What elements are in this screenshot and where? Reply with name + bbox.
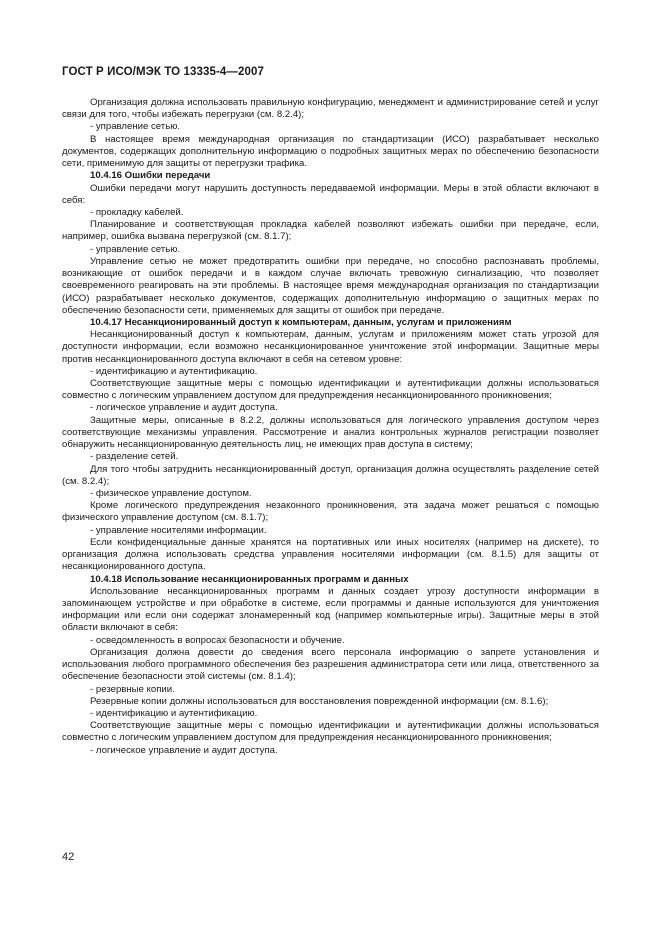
paragraph: Планирование и соответствующая прокладка кабелей позволяют избежать ошибки при передаче, если, например, ошибка вызвана перегрузкой (см. 8.1.7); xyxy=(62,219,599,243)
document-body xyxy=(62,97,599,757)
paragraph: Резервные копии должны использоваться для восстановления поврежденной информации (см. 8.1.6); xyxy=(90,695,549,707)
paragraph: - управление носителями информации. xyxy=(90,524,267,536)
paragraph: Если конфиденциальные данные хранятся на портативных или иных носителях (например на дискете), то организация должна использовать средства управления носителями информации (см. 8.1.5) для защиты от несанкционированного доступа. xyxy=(62,536,599,573)
paragraph: Организация должна довести до сведения всего персонала информацию о запрете установления и использования любого программного обеспечения без разрешения администратора сети или лица, ответственного за обеспечение безопасности этой системы (см. 8.1.4); xyxy=(62,646,599,683)
paragraph: - прокладку кабелей. xyxy=(90,206,184,218)
paragraph: Кроме логического предупреждения незаконного проникновения, эта задача может решаться с помощью физического управление доступом (см. 8.1.7); xyxy=(62,500,599,524)
paragraph: Соответствующие защитные меры с помощью идентификации и аутентификации должны использоваться совместно с логическим управлением доступом для предупреждения несанкционированного проникновения; xyxy=(62,378,599,402)
paragraph: - управление сетью. xyxy=(90,121,181,133)
paragraph: Организация должна использовать правильную конфигурацию, менеджмент и администрирование сетей и услуг связи для того, чтобы избежать перегрузки (см. 8.2.4); xyxy=(62,97,599,121)
paragraph: - физическое управление доступом. xyxy=(90,488,252,499)
paragraph: Использование несанкционированных программ и данных создает угрозу доступности информации в запоминающем устройстве и при обработке в системе, если программы и данные используются для уничтожения информации или если они содержат злонамеренный код (например компьютерные игры). Защитные меры в этой области включают в себя: xyxy=(62,585,599,634)
section-heading: 10.4.18 Использование несанкционированных программ и данных xyxy=(90,573,409,585)
paragraph: - осведомленность в вопросах безопасности и обучение. xyxy=(90,634,345,646)
paragraph: - резервные копии. xyxy=(90,683,175,695)
paragraph: Ошибки передачи могут нарушить доступность передаваемой информации. Меры в этой области включают в себя: xyxy=(62,182,599,206)
paragraph: - разделение сетей. xyxy=(90,451,179,463)
paragraph: - управление сетью. xyxy=(90,243,181,255)
paragraph: - логическое управление и аудит доступа. xyxy=(90,744,278,756)
page-number: 42 xyxy=(62,851,75,863)
paragraph: Для того чтобы затруднить несанкционированный доступ, организация должна осуществлять разделение сетей (см. 8.2.4); xyxy=(62,463,599,487)
paragraph: Управление сетью не может предотвратить ошибки при передаче, но способно распознавать проблемы, возникающие от ошибок передачи и в каждом случае включать тревожную сигнализацию, что позволяет своевременного реагировать на эти проблемы. В настоящее время международная организация по стандартизации (ИСО) разрабатывает несколько документов, содержащих дополнительную информацию о защитных мерах по обеспечению безопасности сети, применяемых для защиты от ошибок при передаче. xyxy=(62,255,599,316)
document-header: ГОСТ Р ИСО/МЭК ТО 13335-4—2007 xyxy=(62,66,264,78)
section-heading: 10.4.16 Ошибки передачи xyxy=(90,170,211,182)
paragraph: В настоящее время международная организация по стандартизации (ИСО) разрабатывает несколько документов, содержащих дополнительную информацию о подробных защитных мерах по обеспечению безопасности сети, применимую для защиты от перегрузки трафика. xyxy=(62,133,599,170)
paragraph: - логическое управление и аудит доступа. xyxy=(90,402,278,414)
paragraph: Несанкционированный доступ к компьютерам, данным, услугам и приложениям может стать угрозой для доступности информации, если возможно несанкционированное уничтожение этой информации. Защитные меры против несанкционированного доступа включают в себя на сетевом уровне: xyxy=(62,329,599,365)
paragraph: Защитные меры, описанные в 8.2.2, должны использоваться для логического управления доступом через соответствующие механизмы управления. Рассмотрение и анализ контрольных журналов регистрации позволяет обнаружить несанкционированную деятельность лиц, не имеющих прав доступа в систему; xyxy=(62,414,599,451)
paragraph: - идентификацию и аутентификацию. xyxy=(90,365,258,377)
section-heading: 10.4.17 Несанкционированный доступ к компьютерам, данным, услугам и приложениям xyxy=(90,316,512,328)
paragraph: Соответствующие защитные меры с помощью идентификации и аутентификации должны использоваться совместно с логическим управлением доступом для предупреждения несанкционированного проникновения; xyxy=(62,720,599,744)
paragraph: - идентификацию и аутентификацию. xyxy=(90,707,258,719)
